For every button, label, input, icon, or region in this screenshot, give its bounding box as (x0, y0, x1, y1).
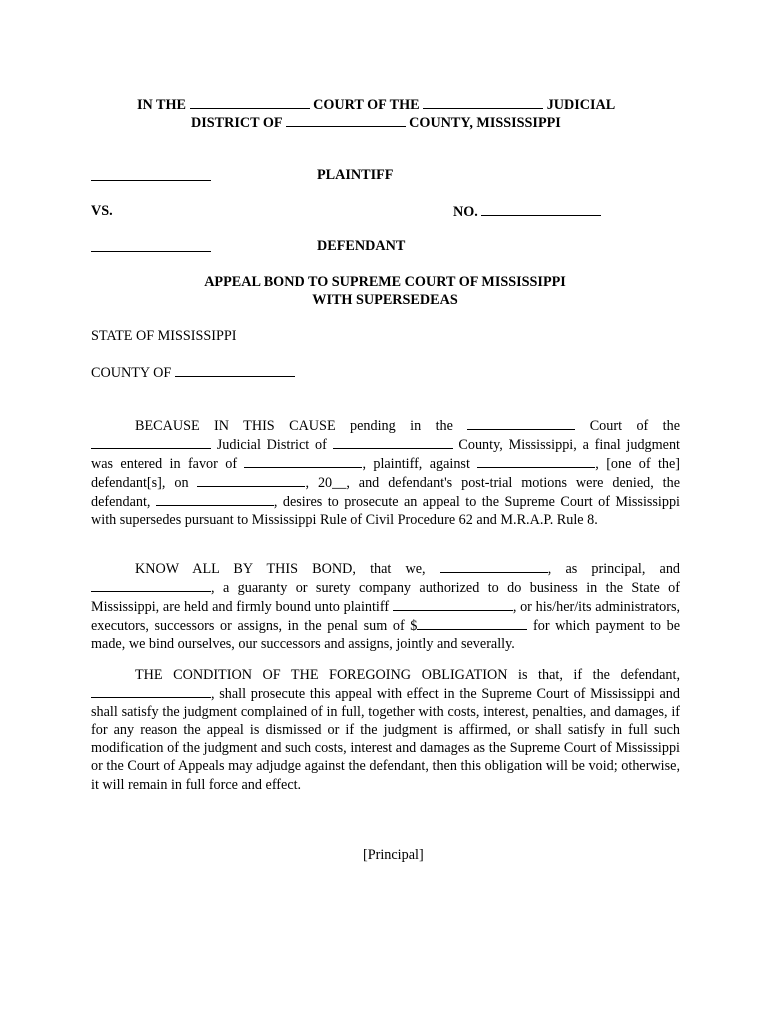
vs-label: VS. (91, 203, 113, 219)
appellant-defendant-blank[interactable] (156, 492, 274, 506)
caption-line-2 (191, 113, 561, 132)
defendant-against-blank[interactable] (477, 454, 595, 468)
recital-text-5: , plaintiff, against (362, 456, 470, 473)
defendant-name-blank[interactable] (91, 238, 211, 252)
bond-text-1: KNOW ALL BY THIS BOND, that we, (135, 561, 426, 577)
obligee-plaintiff-blank[interactable] (393, 597, 513, 611)
county-blank[interactable] (333, 435, 453, 449)
court-name-blank[interactable] (190, 95, 310, 109)
case-number-label: NO. (453, 204, 478, 220)
plaintiff-label: PLAINTIFF (317, 167, 394, 183)
paragraph-recital (91, 416, 680, 530)
venue-state: STATE OF MISSISSIPPI (91, 328, 237, 344)
recital-text-3: Judicial District of (216, 437, 327, 454)
venue-county-label: COUNTY OF (91, 365, 172, 381)
recital-text-2: Court of the (589, 418, 680, 434)
trial-court-blank[interactable] (467, 416, 575, 430)
caption-district-of: DISTRICT OF (191, 115, 283, 131)
caption-line-1 (137, 95, 615, 114)
district-blank[interactable] (286, 113, 406, 127)
caption-in-the: IN THE (137, 97, 187, 113)
case-number-blank[interactable] (481, 202, 601, 216)
principal-signature-label: [Principal] (363, 847, 424, 863)
caption-county-mississippi: COUNTY, MISSISSIPPI (409, 115, 561, 131)
defendant-label: DEFENDANT (317, 238, 406, 254)
recital-text-1: BECAUSE IN THIS CAUSE pending in the (135, 418, 453, 434)
paragraph-bond (91, 559, 680, 653)
surety-name-blank[interactable] (91, 578, 211, 592)
penal-sum-blank[interactable] (417, 616, 527, 630)
caption-judicial: JUDICIAL (546, 97, 616, 113)
condition-text-1: THE CONDITION OF THE FOREGOING OBLIGATION is that, if the defendant, (135, 667, 680, 683)
paragraph-condition (91, 666, 680, 794)
caption-court-of-the: COURT OF THE (313, 97, 420, 113)
plaintiff-favor-blank[interactable] (244, 454, 362, 468)
principal-name-blank[interactable] (440, 559, 548, 573)
recital-text-8: , desires to prosecute an appeal to the Supreme Court of Mississippi with supersedes pursuant to Mississippi Rule of Civil Procedure 62 and M.R.A.P. Rule 8. (91, 494, 681, 529)
venue-county (91, 363, 295, 382)
case-number (453, 202, 601, 221)
judgment-date-blank[interactable] (197, 473, 305, 487)
bond-text-5: for which payment to be made, we bind ourselves, our successors and assigns, jointly and severally. (91, 618, 680, 653)
plaintiff-name-blank[interactable] (91, 167, 211, 181)
judicial-district-blank[interactable] (91, 435, 211, 449)
condition-text-2: , shall prosecute this appeal with effect in the Supreme Court of Mississippi and shall satisfy the judgment complained of in full, together with costs, interest, penalties, and damages, if for any reason the appeal is dismissed or if the judgment is affirmed, or shall satisfy in full such modification of the judgment and such costs, interest and damages as the Supreme Court of Mississippi or the Court of Appeals may adjudge against the defendant, then this obligation will be void; otherwise, it will remain in full force and effect. (91, 686, 680, 793)
document-title-line-1: APPEAL BOND TO SUPREME COURT OF MISSISSIPPI (204, 274, 566, 290)
document-title-line-2: WITH SUPERSEDEAS (312, 292, 458, 308)
condition-defendant-blank[interactable] (91, 684, 211, 698)
judicial-number-blank[interactable] (423, 95, 543, 109)
venue-county-blank[interactable] (175, 363, 295, 377)
recital-text-7: , 20__, and defendant's post-trial motions were denied, the defendant, (91, 475, 681, 511)
bond-text-3: , a guaranty or surety company authorized to do business in the State of Mississippi, are held and firmly bound unto plaintiff (91, 580, 680, 616)
recital-text-4: County, Mississippi, a final judgment was entered in favor of (91, 437, 681, 473)
recital-text-6: , [one of the] defendant[s], on (91, 456, 681, 492)
bond-text-2: , as principal, and (547, 561, 681, 577)
bond-text-4: , or his/her/its administrators, executors, successors or assigns, in the penal sum of $ (91, 599, 681, 635)
